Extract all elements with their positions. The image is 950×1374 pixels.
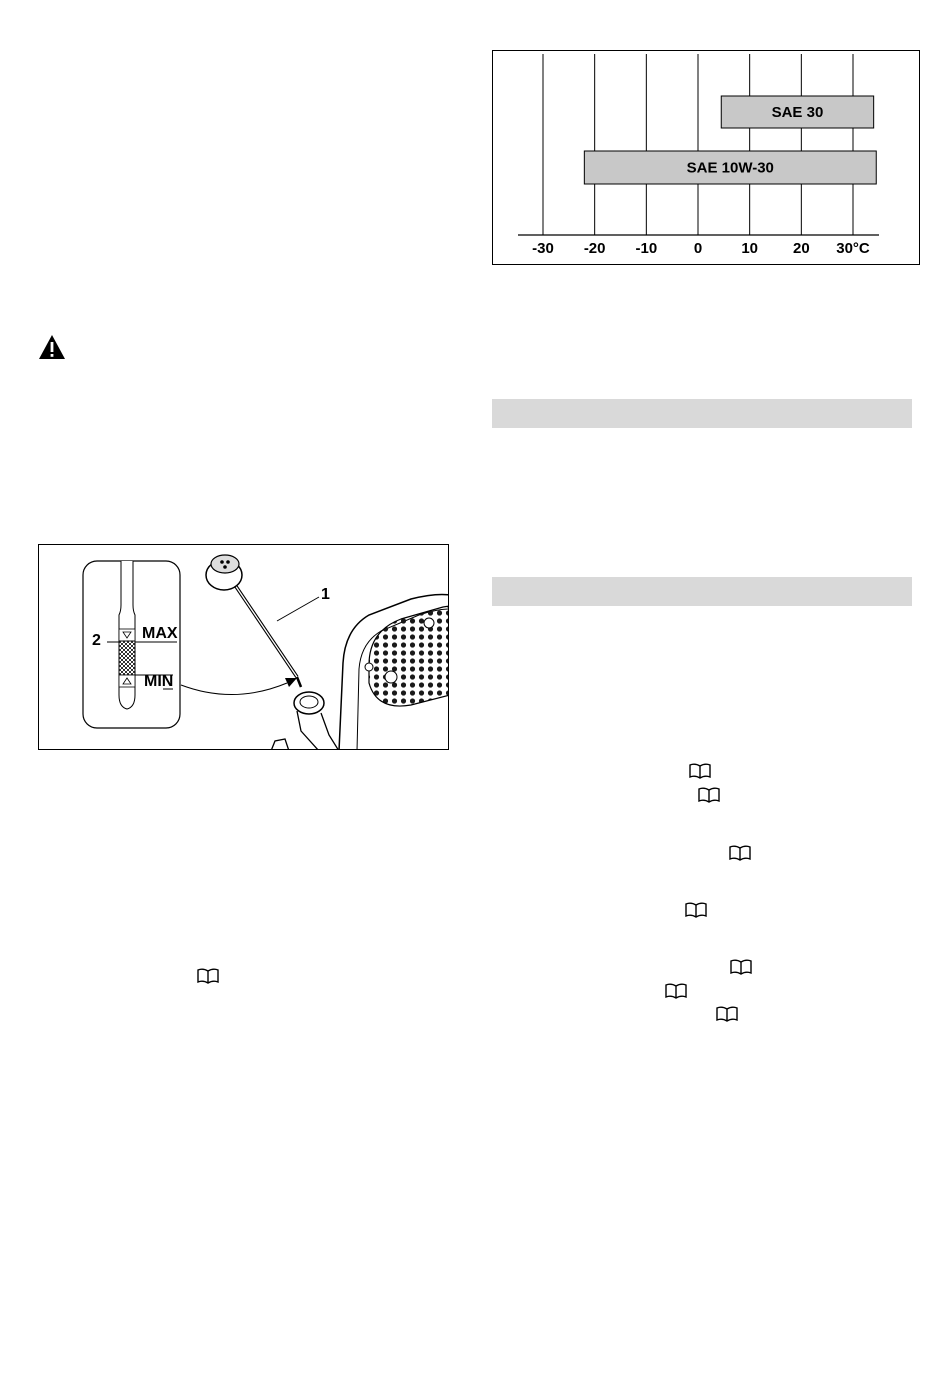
- callout-1-label: 1: [321, 586, 330, 603]
- book-reference-icon: [688, 762, 712, 780]
- book-reference-icon: [684, 901, 708, 919]
- callout-2-label: 2: [92, 632, 101, 649]
- book-reference-icon: [664, 982, 688, 1000]
- x-tick-label: -20: [583, 240, 606, 257]
- warning-triangle-icon: [38, 334, 66, 360]
- x-tick-label: -10: [635, 240, 658, 257]
- book-reference-icon: [728, 844, 752, 862]
- chart-svg: [493, 51, 919, 264]
- x-tick-label: 0: [693, 240, 703, 257]
- x-tick-label: -30: [532, 240, 554, 257]
- book-reference-icon: [697, 786, 721, 804]
- max-label: MAX: [142, 625, 178, 642]
- x-tick-label: 20: [792, 240, 810, 257]
- oil-viscosity-chart: [492, 50, 920, 265]
- book-reference-icon: [729, 958, 753, 976]
- book-reference-icon: [715, 1005, 739, 1023]
- section-heading-bar-2: [492, 577, 912, 606]
- min-label: MIN: [144, 673, 174, 690]
- book-reference-icon: [196, 967, 220, 985]
- section-heading-bar-1: [492, 399, 912, 428]
- range-bar-label: SAE 30: [771, 104, 824, 121]
- x-tick-label: 30°C: [836, 240, 870, 257]
- dipstick-figure: [38, 544, 449, 750]
- x-tick-label: 10: [741, 240, 759, 257]
- range-bar-label: SAE 10W-30: [686, 159, 774, 177]
